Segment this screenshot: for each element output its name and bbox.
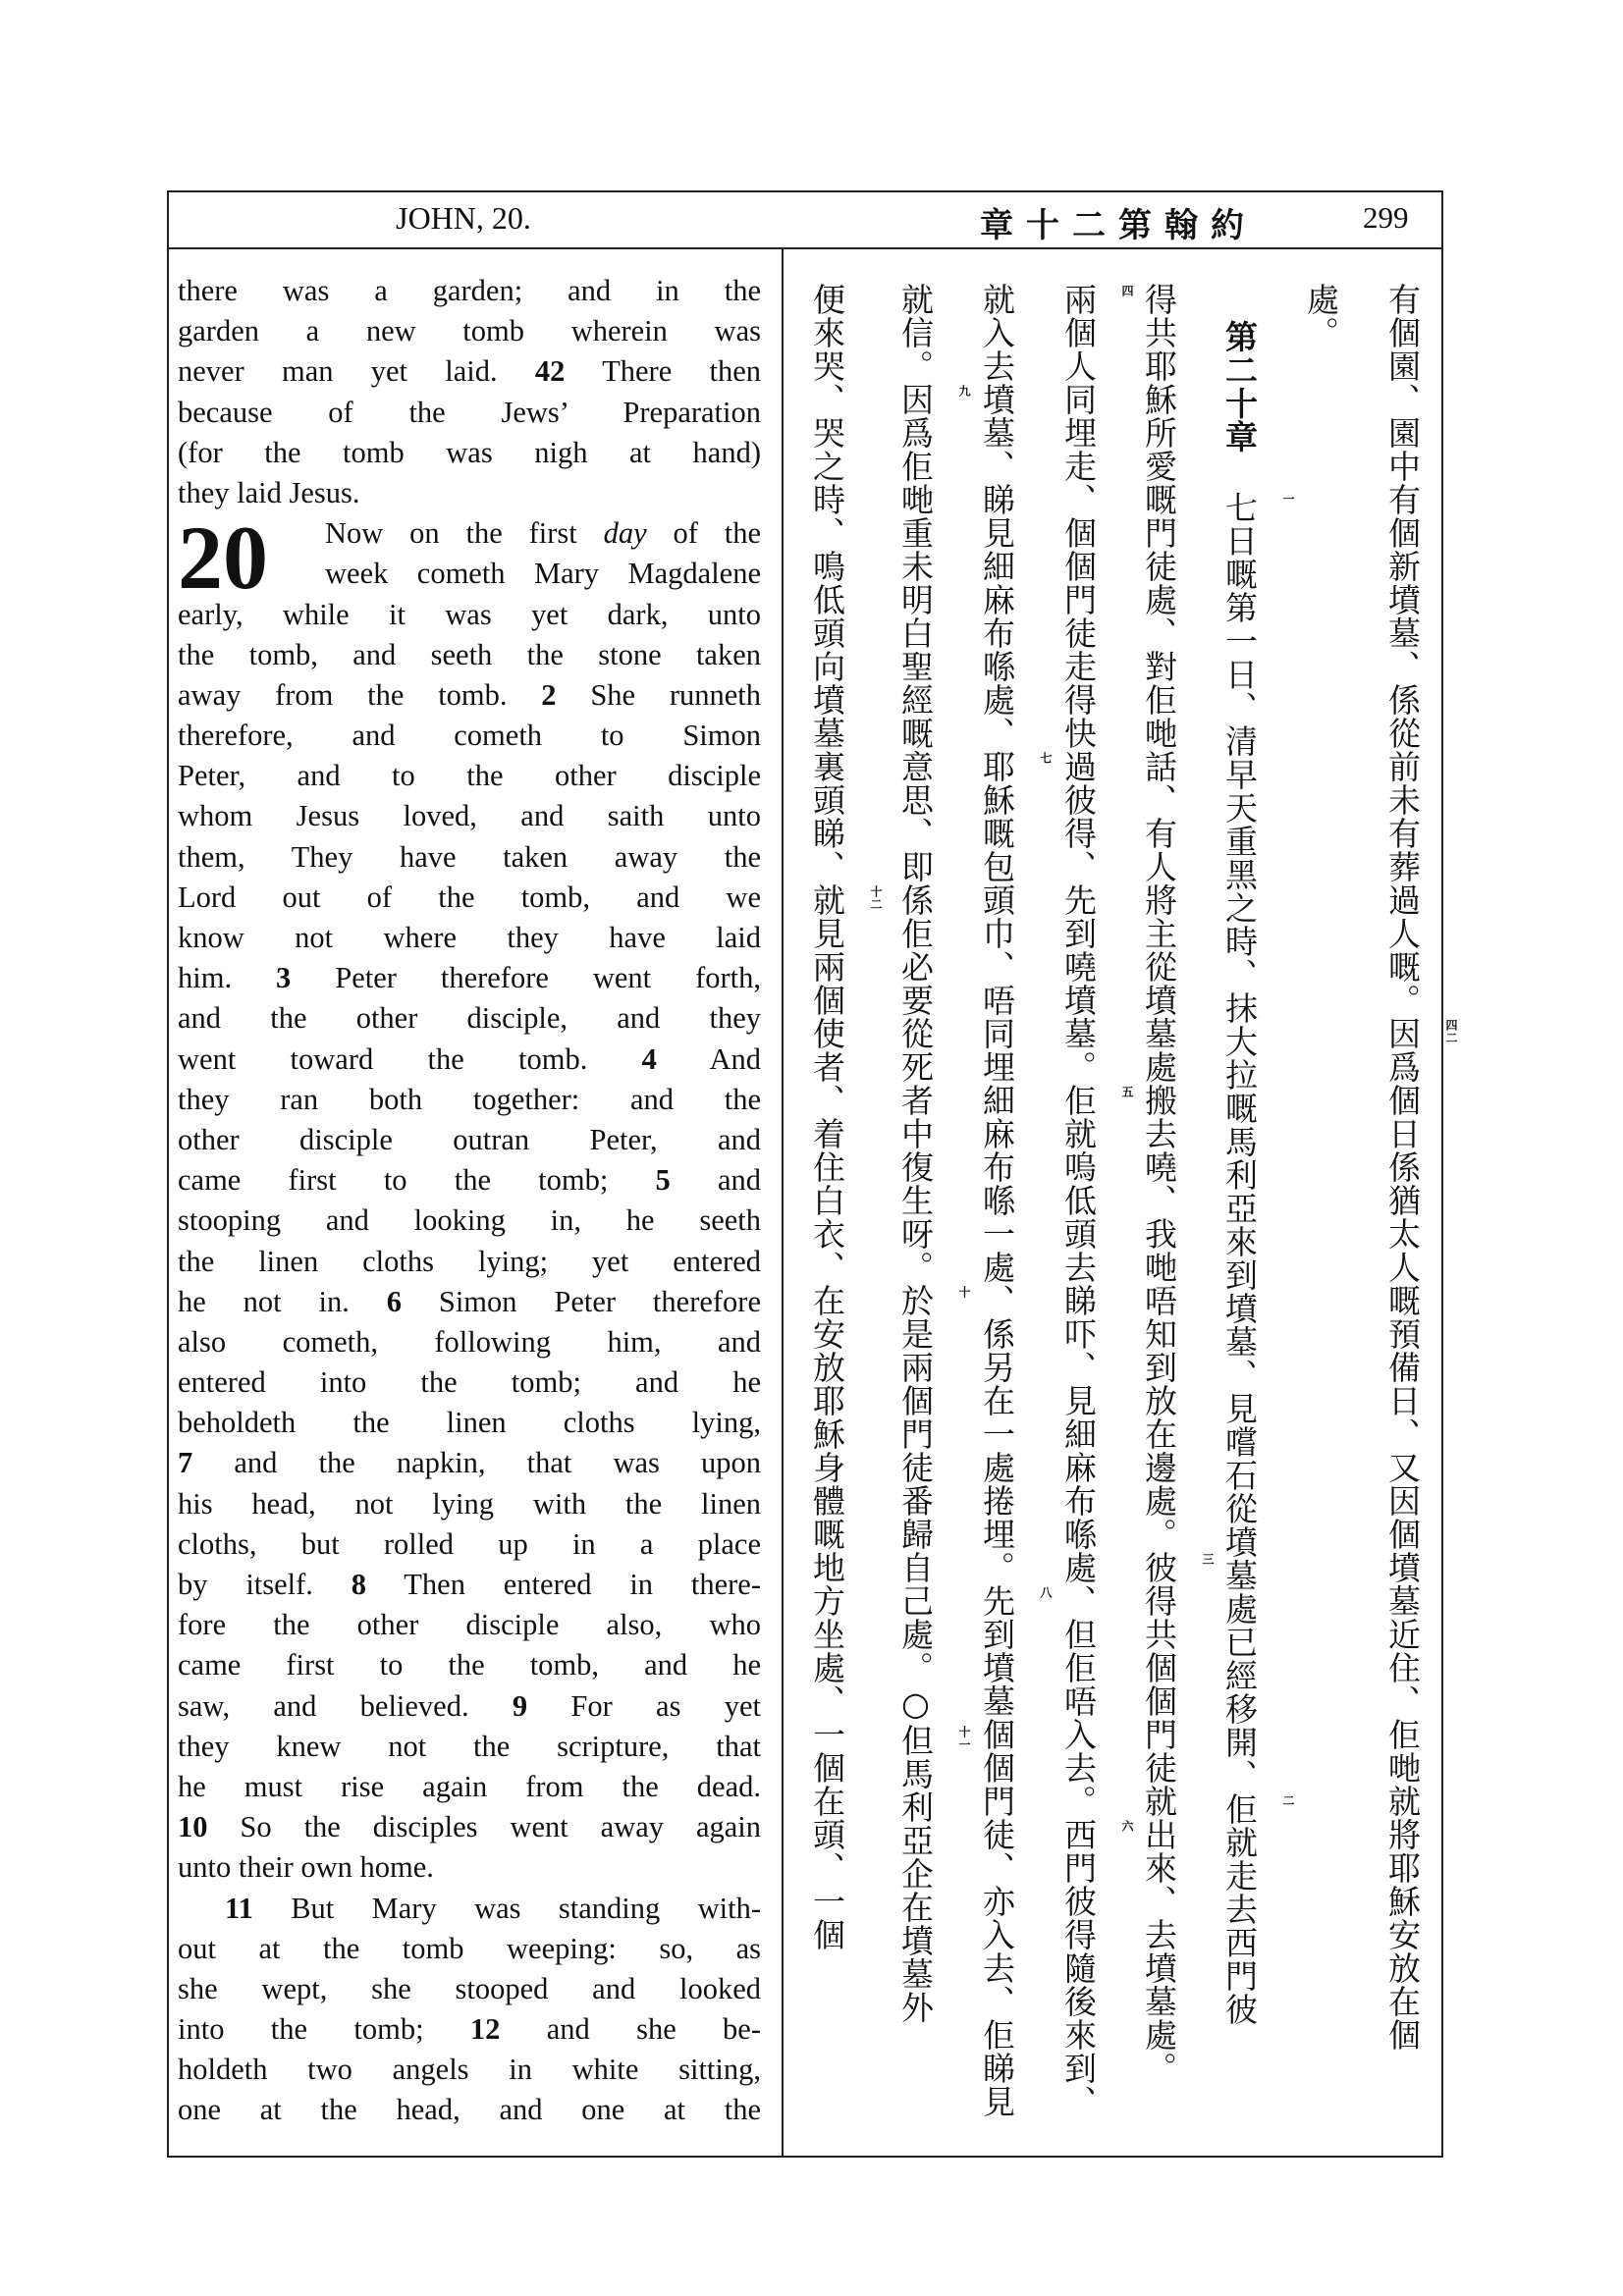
text-run: early, while it was yet dark, unto [178, 597, 761, 631]
verse-number: 8 [351, 1568, 367, 1601]
text-line [178, 351, 761, 392]
text-run: other disciple outran Peter, and [178, 1122, 761, 1156]
text-run: know not where they have laid [178, 921, 761, 954]
text-line [178, 1686, 761, 1727]
text-run: Simon Peter therefore [401, 1284, 761, 1318]
text-run: garden a new tomb wherein was [178, 314, 761, 348]
verse-number: 十一 [957, 1726, 971, 1751]
chapter-number-dropcap: 20 [178, 507, 268, 608]
text-run: they ran both together: and the [178, 1082, 761, 1116]
text-run: Now on the first [325, 516, 604, 551]
text-run: he must rise again from the dead. [178, 1769, 761, 1803]
text-run: came first to the tomb; [178, 1163, 656, 1198]
text-run: of the [646, 516, 762, 551]
running-head-english: JOHN, 20. [396, 200, 531, 236]
column-divider [782, 247, 784, 2158]
verse-number: 四 [1120, 285, 1134, 297]
text-run: entered into the tomb; and he [178, 1365, 761, 1400]
page-number: 299 [1363, 200, 1409, 235]
text-line [178, 595, 761, 635]
text-line [178, 1322, 761, 1362]
text-line [178, 2090, 761, 2130]
text-run: But Mary was standing with- [252, 1891, 761, 1925]
verse-number: 12 [469, 2012, 501, 2047]
text-run: fore the other disciple also, who [178, 1608, 761, 1642]
running-head-chinese: 約翰第二十章 [980, 206, 1257, 245]
text-line [178, 1403, 761, 1443]
text-line [178, 1969, 761, 2009]
verse-number: 5 [655, 1163, 671, 1198]
text-run: them, They have taken away the [178, 839, 761, 874]
verse-number: 7 [178, 1446, 193, 1480]
text-run: out at the tomb weeping: so, as [178, 1931, 761, 1965]
text-run: (for the tomb was nigh at hand) [178, 435, 761, 469]
text-line [178, 1040, 761, 1080]
text-run: therefore, and cometh to Simon [178, 719, 761, 753]
text-run: and [670, 1163, 761, 1198]
text-line [178, 796, 761, 836]
text-line [178, 1645, 761, 1685]
text-run: whom Jesus loved, and saith unto [178, 799, 761, 833]
header-rule [167, 247, 1443, 249]
blank-space [1234, 454, 1244, 491]
text-run: and she be- [500, 2012, 761, 2047]
chinese-text-run: 就入去墳墓、睇見細麻布喺處、 [978, 283, 1016, 750]
verse-number: 42 [534, 354, 566, 389]
text-line [178, 716, 761, 756]
text-run: For as yet [527, 1688, 761, 1723]
chinese-text-run: 兩個人同埋走、個個門徒走得快過彼得、先到嘵墳墓。 [1059, 283, 1098, 1084]
text-line [178, 878, 761, 918]
text-line [178, 1362, 761, 1403]
text-run: they laid Jesus. [178, 475, 360, 509]
text-run: Then entered in there- [366, 1568, 761, 1601]
text-run: into the tomb; [178, 2012, 470, 2047]
text-line [178, 1524, 761, 1565]
chinese-column [1208, 283, 1295, 2153]
text-line [178, 271, 761, 311]
text-line [178, 513, 761, 554]
text-line [178, 1807, 761, 1847]
verse-number: 6 [386, 1284, 402, 1318]
chinese-text-run: 因爲個日係猶太人嘅預備日、又因個墳墓近住、佢哋就將耶穌安放在個 [1383, 1017, 1422, 2052]
verse-number: 四二 [1444, 1019, 1458, 1044]
chinese-column [795, 283, 883, 2153]
text-run: also cometh, following him, and [178, 1324, 761, 1359]
text-run: his head, not lying with the linen [178, 1486, 761, 1521]
text-run: So the disciples went away again [207, 1810, 761, 1844]
text-line [178, 756, 761, 796]
text-run: beholdeth the linen cloths lying, [178, 1406, 761, 1440]
chinese-text-run: 佢就走去西門彼 [1220, 1792, 1259, 2026]
verse-number: 9 [512, 1688, 528, 1723]
text-line [178, 1201, 761, 1241]
text-line [178, 675, 761, 716]
text-line [178, 1080, 761, 1120]
verse-number: 八 [1039, 1586, 1053, 1599]
text-run: because of the Jews’ Preparation [178, 395, 761, 429]
text-run: week cometh Mary Magdalene [325, 557, 761, 591]
chinese-text-run: 佢就嗚低頭去睇吓、見細麻布喺處、但佢唔入去。 [1059, 1084, 1098, 1818]
chinese-column [1289, 283, 1348, 2153]
english-text-column [178, 271, 761, 2131]
text-line [178, 1929, 761, 1969]
text-run: never man yet laid. [178, 354, 535, 389]
text-run: and the other disciple, and they [178, 1001, 761, 1036]
chinese-text-run: 處。 [1302, 283, 1340, 349]
chinese-text-run: 便來哭、哭之時、鳴低頭向墳墓裏頭睇、 [808, 283, 846, 883]
text-line [178, 311, 761, 351]
verse-number: 五 [1120, 1086, 1134, 1098]
text-line [178, 1565, 761, 1605]
text-line [178, 1889, 761, 1929]
verse-number: 3 [276, 961, 292, 995]
chinese-text-run: 先到墳墓個個門徒、亦入去、佢睇見 [978, 1584, 1016, 2118]
text-line [178, 2050, 761, 2090]
text-line [178, 1605, 761, 1645]
text-run: holdeth two angels in white sitting, [178, 2053, 761, 2087]
text-run: Lord out of the tomb, and we [178, 880, 761, 914]
verse-number: 七 [1039, 752, 1053, 765]
text-run: There then [565, 354, 761, 389]
chinese-text-run: 就見兩個使者、着住白衣、在安放耶穌身體嘅地方坐處、一個在頭、一個 [808, 883, 846, 1951]
text-run: and the napkin, that was upon [192, 1446, 761, 1480]
text-line [178, 1484, 761, 1524]
verse-number: 三 [1201, 1553, 1215, 1566]
text-run: unto their own home. [178, 1850, 434, 1885]
chinese-column [1371, 283, 1458, 2153]
text-run: him. [178, 961, 277, 995]
text-run: there was a garden; and in the [178, 274, 761, 307]
text-line [178, 635, 761, 675]
text-line [178, 1443, 761, 1483]
verse-number: 十 [957, 1286, 971, 1299]
verse-number: 六 [1120, 1820, 1134, 1833]
text-run: saw, and believed. [178, 1688, 513, 1723]
text-run: away from the tomb. [178, 677, 542, 712]
chinese-column [1047, 283, 1134, 2153]
text-run: they knew not the scripture, that [178, 1729, 761, 1763]
chinese-text-run: 有個園、園中有個新墳墓、係從前未有葬過人嘅。 [1383, 283, 1422, 1017]
text-line [178, 1120, 761, 1160]
chinese-column [1127, 283, 1215, 2153]
text-line [178, 1160, 761, 1201]
text-run: And [656, 1041, 761, 1076]
text-run: by itself. [178, 1568, 352, 1601]
chinese-text-run: 彼得共個個門徒就出來、去墳墓處。 [1140, 1551, 1178, 2085]
chinese-column [965, 283, 1053, 2153]
text-run: came first to the tomb, and he [178, 1648, 761, 1682]
verse-number: 一 [1281, 493, 1295, 506]
text-line [178, 393, 761, 433]
italic-word: day [603, 516, 647, 551]
text-run: she wept, she stooped and looked [178, 1971, 761, 2005]
chinese-text-run: 因爲佢哋重未明白聖經嘅意思、即係佢必要從死者中復生呀。 [896, 383, 935, 1284]
chinese-text-run: 就信。 [896, 283, 935, 383]
chapter-heading: 第二十章 [1220, 320, 1259, 454]
verse-number: 十二 [869, 885, 883, 911]
text-run: Peter therefore went forth, [291, 961, 761, 995]
text-run: stooping and looking in, he seeth [178, 1203, 761, 1238]
chinese-text-run: 得共耶穌所愛嘅門徒處、對佢哋話、有人將主從墳墓處搬去嘵、我哋唔知到放在邊處。 [1140, 283, 1178, 1551]
text-line [178, 1847, 761, 1888]
blank-space [1234, 283, 1244, 320]
text-line [178, 958, 761, 998]
verse-number: 4 [641, 1041, 657, 1076]
chinese-text-run: 七日嘅第一日、清早天重黑之時、抹大拉嘅馬利亞來到墳墓、見嚐石從墳墓處已經移開、 [1220, 491, 1259, 1792]
text-run: cloths, but rolled up in a place [178, 1526, 761, 1561]
text-run: Peter, and to the other disciple [178, 759, 761, 793]
text-line [178, 1282, 761, 1322]
text-run: She runneth [556, 677, 761, 712]
verse-number: 二 [1281, 1794, 1295, 1807]
verse-number: 2 [541, 677, 557, 712]
chinese-column [884, 283, 971, 2153]
text-run: the tomb, and seeth the stone taken [178, 637, 761, 671]
text-line [178, 433, 761, 473]
verse-number: 11 [225, 1891, 253, 1925]
chinese-text-run: 耶穌嘅包頭巾、唔同埋細麻布喺一處、係另在一處捲埋。 [978, 750, 1016, 1584]
text-line [178, 918, 761, 958]
verse-number: 九 [957, 385, 971, 398]
text-run: went toward the tomb. [178, 1041, 642, 1076]
text-line [178, 998, 761, 1039]
chinese-text-run: 於是兩個門徒番歸自己處。○ [896, 1284, 935, 1724]
text-line [178, 1767, 761, 1807]
text-line [178, 837, 761, 878]
text-line [178, 1727, 761, 1767]
text-line [178, 1242, 761, 1282]
text-run: one at the head, and one at the [178, 2093, 761, 2127]
text-line [178, 2009, 761, 2050]
text-run: the linen cloths lying; yet entered [178, 1244, 761, 1278]
text-run: he not in. [178, 1284, 387, 1318]
text-line [178, 554, 761, 594]
chinese-text-run: 但馬利亞企在墳墓外 [896, 1724, 935, 2024]
text-line [178, 473, 761, 513]
chinese-text-run: 西門彼得隨後來到、 [1059, 1818, 1098, 2118]
verse-number: 10 [178, 1810, 208, 1844]
